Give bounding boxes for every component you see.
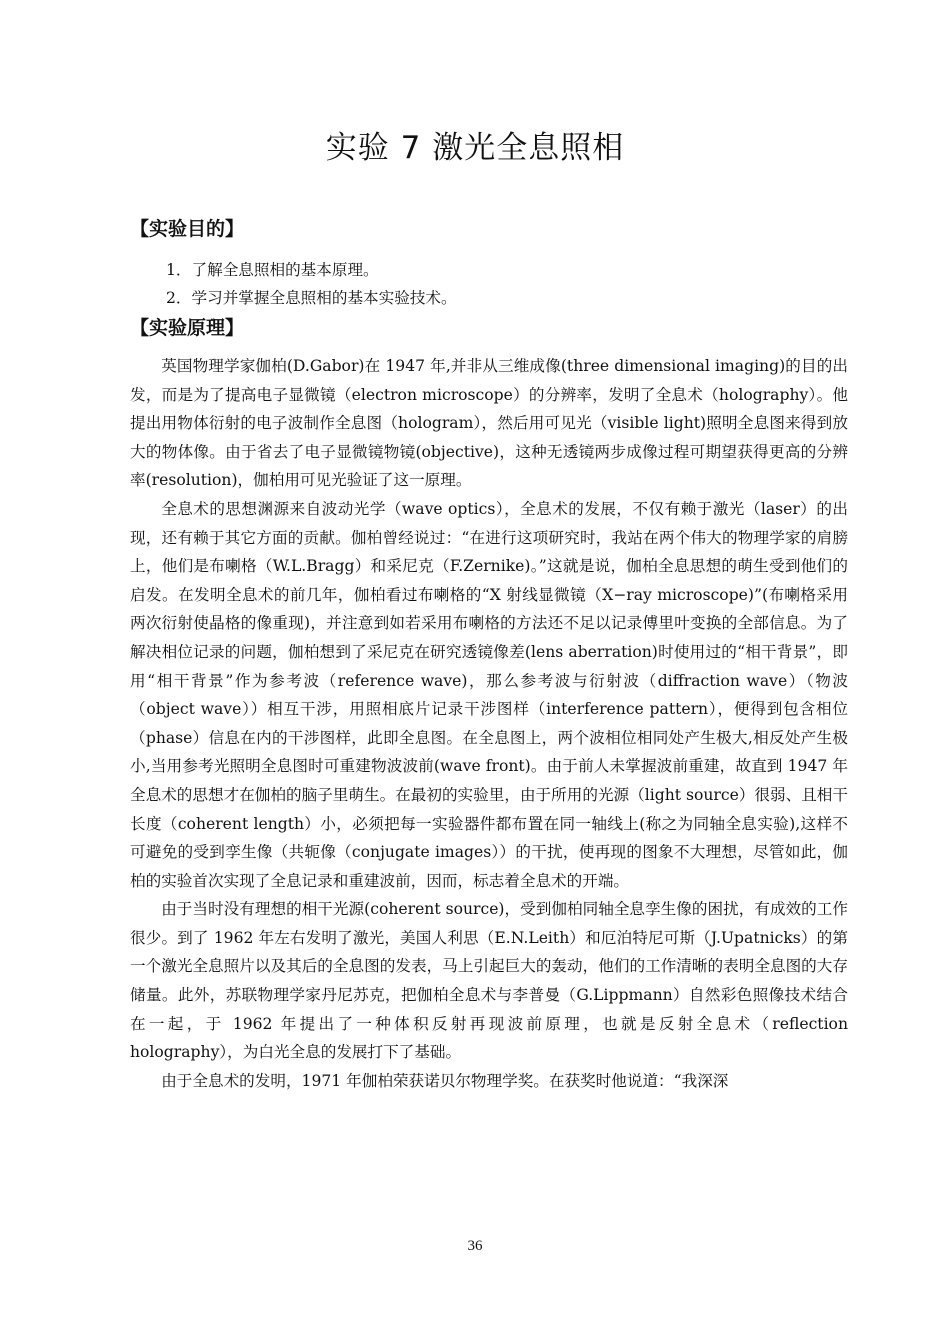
paragraph: 全息术的思想渊源来自波动光学（wave optics），全息术的发展，不仅有赖于激光（laser）的出现，还有赖于其它方面的贡献。伽柏曾经说过：“在进行这项研究时，我站在两个伟大的物理学家的肩膀上，他们是布喇格（W.L.Bragg）和采尼克（F.Zernike)。”这就是说，伽柏全息思想的萌生受到他们的启发。在发明全息术的前几年，伽柏看过布喇格的“X 射线显微镜（X−ray microscope)”(布喇格采用两次衍射使晶格的像重现)，并注意到如若采用布喇格的方法还不足以记录傅里叶变换的全部信息。为了解决相位记录的问题，伽柏想到了采尼克在研究透镜像差(lens aberration)时使用过的“相干背景”，即用“相干背景”作为参考波（reference wave)，那么参考波与衍射波（diffraction wave）（物波（object wave））相互干涉，用照相底片记录干涉图样（interference pattern），便得到包含相位（phase）信息在内的干涉图样，此即全息图。在全息图上，两个波相位相同处产生极大,相反处产生极小,当用参考光照明全息图时可重建物波波前(wave front)。由于前人未掌握波前重建，故直到 1947 年全息术的思想才在伽柏的脑子里萌生。在最初的实验里，由于所用的光源（light source）很弱、且相干长度（coherent length）小，必须把每一实验器件都布置在同一轴线上(称之为同轴全息实验),这样不可避免的受到孪生像（共轭像（conjugate images））的干扰，使再现的图象不大理想，尽管如此，伽柏的实验首次实现了全息记录和重建波前，因而，标志着全息术的开端。 — [130, 499, 848, 890]
principle-body — [130, 352, 848, 1095]
paragraph: 英国物理学家伽柏(D.Gabor)在 1947 年,并非从三维成像(three dimensional imaging)的目的出发，而是为了提高电子显微镜（electron microscope）的分辨率，发明了全息术（holography）。他提出用物体衍射的电子波制作全息图（hologram），然后用可见光（visible light)照明全息图来得到放大的物体像。由于省去了电子显微镜物镜(objective)，这种无透镜两步成像过程可期望获得更高的分辨率(resolution)，伽柏用可见光验证了这一原理。 — [130, 357, 848, 490]
list-item: 1．了解全息照相的基本原理。 — [166, 261, 379, 279]
list-item: 2．学习并掌握全息照相的基本实验技术。 — [166, 289, 457, 307]
page-title: 实验 7 激光全息照相 — [325, 130, 625, 166]
objective-list — [166, 256, 866, 312]
section-heading-objective: 【实验目的】 — [130, 218, 245, 240]
paragraph: 由于全息术的发明，1971 年伽柏荣获诺贝尔物理学奖。在获奖时他说道：“我深深 — [161, 1071, 729, 1090]
page-number: 36 — [467, 1238, 483, 1254]
section-heading-principle: 【实验原理】 — [130, 317, 245, 339]
paragraph: 由于当时没有理想的相干光源(coherent source)，受到伽柏同轴全息孪生像的困扰，有成效的工作很少。到了 1962 年左右发明了激光，美国人利思（E.N.Leith）和厄泊特尼可斯（J.Upatnicks）的第一个激光全息照片以及其后的全息图的发表，马上引起巨大的轰动，他们的工作清晰的表明全息图的大存储量。此外，苏联物理学家丹尼苏克，把伽柏全息术与李普曼（G.Lippmann）自然彩色照像技术结合在一起，于 1962 年提出了一种体积反射再现波前原理，也就是反射全息术（reflection holography），为白光全息的发展打下了基础。 — [130, 900, 848, 1062]
